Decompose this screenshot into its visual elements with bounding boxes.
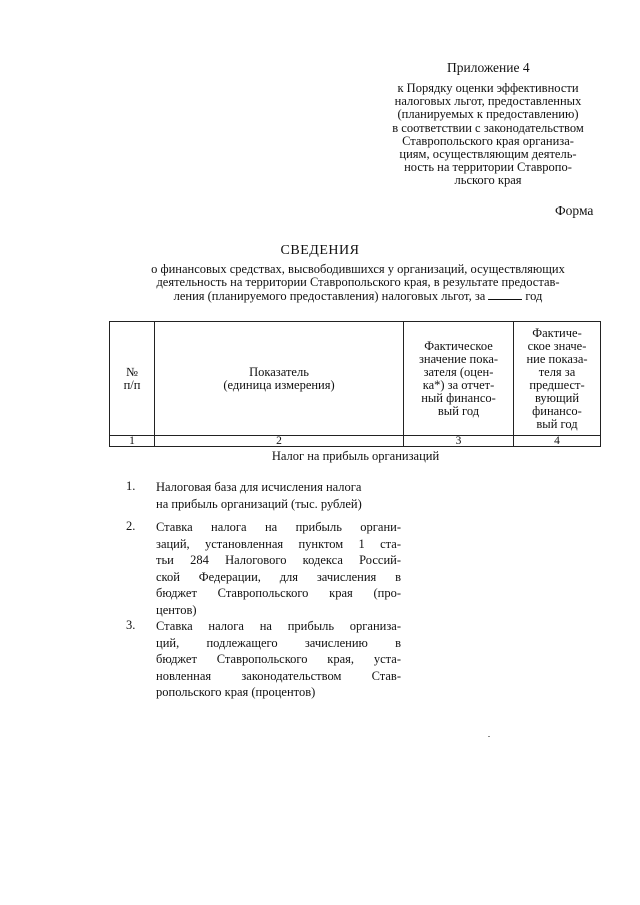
appendix-ref-line: льского края	[454, 173, 522, 188]
item-line: ской Федерации, для зачисления в	[156, 569, 401, 584]
header-previous-line: финансо-	[532, 403, 582, 418]
document-title: СВЕДЕНИЯ	[280, 243, 360, 258]
item-line: новленная законодательством Став-	[156, 668, 401, 683]
header-number	[110, 322, 155, 436]
item-line: центов)	[156, 602, 197, 617]
header-actual-line: ный финансо-	[421, 390, 496, 405]
header-previous-line: ское значе-	[527, 338, 587, 353]
year-blank-field[interactable]	[488, 289, 522, 300]
item-line: Ставка налога на прибыль органи-	[156, 520, 401, 534]
appendix-ref-line: Ставропольского края организа-	[402, 133, 574, 148]
subtitle-suffix: год	[525, 289, 543, 304]
header-actual-line: Фактическое	[424, 338, 493, 353]
appendix-ref-line: (планируемых к предоставлению)	[397, 107, 579, 122]
item-text	[156, 479, 401, 512]
column-number-row	[110, 436, 601, 447]
appendix-ref-line: циям, осуществляющим деятель-	[399, 147, 577, 162]
item-text	[156, 519, 401, 618]
header-previous-line: вующий	[534, 390, 580, 405]
item-line: Налоговая база для исчисления налога	[156, 480, 362, 494]
appendix-ref-line: налоговых льгот, предоставленных	[394, 94, 582, 109]
header-previous-line: ние показа-	[526, 351, 588, 366]
item-number: 3.	[126, 618, 136, 632]
item-line: заций, установленная пунктом 1 ста-	[156, 536, 401, 551]
item-line: на прибыль организаций (тыс. рублей)	[156, 496, 362, 511]
appendix-reference	[372, 82, 604, 188]
header-previous-value	[514, 322, 601, 436]
item-line: бюджет Ставропольского края, уста-	[156, 652, 401, 666]
item-line: Ставка налога на прибыль организа-	[156, 619, 401, 633]
header-number-line: п/п	[123, 377, 141, 392]
subtitle-line: деятельность на территории Ставропольского края, в результате предостав-	[156, 275, 560, 290]
header-previous-line: предшест-	[529, 377, 585, 392]
header-actual-value	[404, 322, 514, 436]
document-subtitle	[108, 263, 608, 304]
header-previous-line: вый год	[536, 416, 578, 431]
item-line: бюджет Ставропольского края (про-	[156, 586, 401, 600]
column-number: 4	[514, 436, 601, 447]
header-actual-line: ка*) за отчет-	[422, 377, 495, 392]
header-indicator-line: Показатель	[249, 364, 309, 379]
indicators-table	[109, 321, 601, 447]
header-number-line: №	[126, 364, 138, 379]
scan-speck	[488, 736, 490, 737]
column-number: 2	[155, 436, 404, 447]
header-actual-line: зателя (оцен-	[423, 364, 494, 379]
item-line: тьи 284 Налогового кодекса Россий-	[156, 553, 401, 567]
appendix-title: Приложение 4	[447, 60, 530, 75]
appendix-ref-line: к Порядку оценки эффективности	[397, 81, 579, 95]
item-line: ций, подлежащего зачислению в	[156, 635, 401, 650]
item-number: 2.	[126, 519, 136, 533]
section-heading: Налог на прибыль организаций	[271, 449, 440, 463]
appendix-ref-line: в соответствии с законодательством	[392, 120, 584, 135]
item-line: ропольского края (процентов)	[156, 685, 316, 699]
item-number: 1.	[126, 479, 136, 493]
header-indicator-line: (единица измерения)	[223, 377, 335, 392]
item-text	[156, 618, 401, 701]
column-number: 1	[110, 436, 155, 447]
subtitle-text: ления (планируемого предоставления) налоговых льгот, за	[173, 289, 486, 304]
form-label: Форма	[555, 203, 594, 218]
table-header-row	[110, 322, 601, 436]
appendix-ref-line: ность на территории Ставропо-	[404, 160, 572, 175]
subtitle-line: о финансовых средствах, высвободившихся у организаций, осуществляющих	[151, 262, 565, 276]
header-indicator	[155, 322, 404, 436]
column-number: 3	[404, 436, 514, 447]
header-previous-line: Фактиче-	[532, 325, 582, 340]
header-actual-line: значение пока-	[418, 351, 499, 366]
header-previous-line: теля за	[538, 364, 576, 379]
header-actual-line: вый год	[437, 403, 480, 418]
subtitle-line-last	[108, 289, 608, 303]
